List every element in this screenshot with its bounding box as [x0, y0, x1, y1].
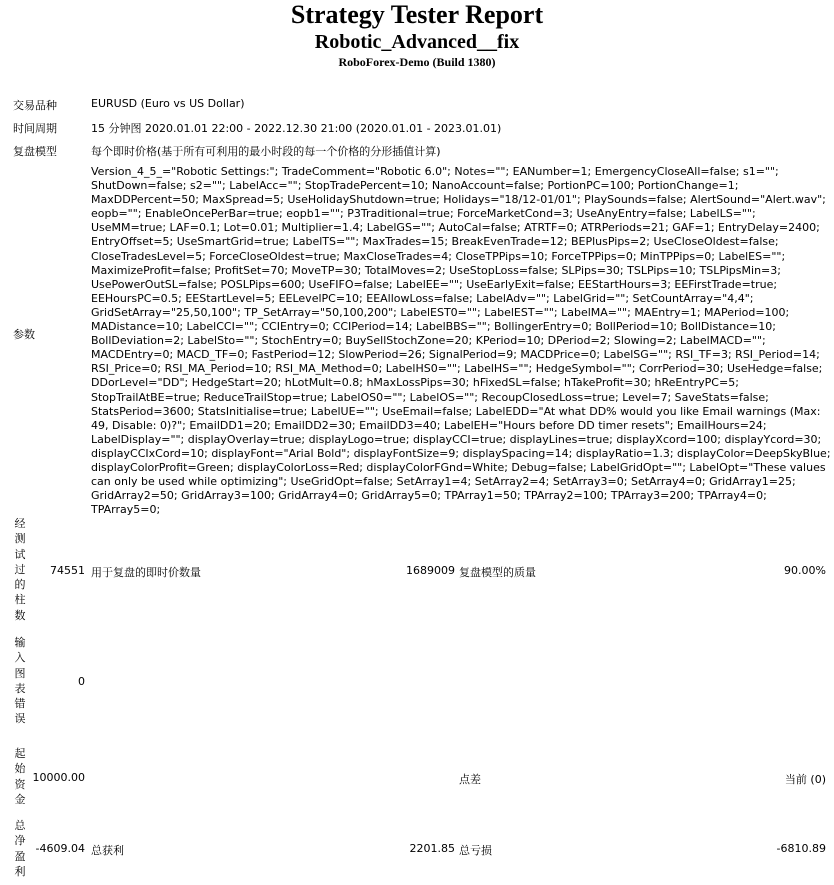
- symbol-label: 交易品种: [13, 99, 57, 112]
- params-value: Version_4_5_="Robotic Settings:"; TradeComment="Robotic 6.0"; Notes=""; EANumber=1; EmergencyCloseAll=false; s1=""; ShutDown=false; s2=""; LabelAcc=""; StopTradePercent=10; NanoAccount=false; PortionPC=100; PortionChange=1; MaxDDPercent=50; MaxSpread=5; UseHolidayShutdown=true; Holidays="18/12-01/01"; PlaySounds=false; AlertSound="Alert.wav"; eopb=""; EnableOncePerBar=true; eopb1=""; P3Traditional=true; ForceMarketCond=3; UseAnyEntry=false; LabelLS=""; UseMM=true; LAF=0.1; Lot=0.01; Multiplier=1.4; LabelGS=""; AutoCal=false; ATRTF=0; ATRPeriods=21; GAF=1; EntryDelay=2400; EntryOffset=5; UseSmartGrid=true; LabelTS=""; MaxTrades=15; BreakEvenTrade=12; BEPlusPips=2; UseCloseOldest=false; CloseTradesLevel=5; ForceCloseOldest=true; MaxCloseTrades=4; CloseTPPips=10; ForceTPPips=0; MinTPPips=0; LabelES=""; MaximizeProfit=false; ProfitSet=70; MoveTP=30; TotalMoves=2; UseStopLoss=false; SLPips=30; TSLPips=10; TSLPipsMin=3; UsePowerOutSL=false; POSLPips=600; UseFIFO=false; LabelEE=""; UseEarlyExit=false; EEStartHours=3; EEFirstTrade=true; EEHoursPC=0.5; EEStartLevel=5; EELevelPC=10; EEAllowLoss=false; LabelAdv=""; LabelGrid=""; SetCountArray="4,4"; GridSetArray="25,50,100"; TP_SetArray="50,100,200"; LabelEST0=""; LabelEST=""; LabelMA=""; MAEntry=1; MAPeriod=100; MADistance=10; LabelCCI=""; CCIEntry=0; CCIPeriod=14; LabelBBS=""; BollingerEntry=0; BollPeriod=10; BollDistance=10; BollDeviation=2; LabelSto=""; StochEntry=0; BuySellStochZone=20; KPeriod=10; DPeriod=2; Slowing=2; LabelMACD=""; MACDEntry=0; MACD_TF=0; FastPeriod=12; SlowPeriod=26; SignalPeriod=9; MACDPrice=0; LabelSG=""; RSI_TF=3; RSI_Period=14; RSI_Price=0; RSI_MA_Period=10; RSI_MA_Method=0; LabelHS0=""; LabelHS=""; HedgeSymbol=""; CorrPeriod=30; UseHedge=false; DDorLevel="DD"; HedgeStart=20; hLotMult=0.8; hMaxLossPips=30; hFixedSL=false; hTakeProfit=30; hReEntryPC=5; StopTrailAtBE=true; ReduceTrailStop=true; LabelOS0=""; LabelOS=""; RecoupClosedLoss=true; Level=7; SaveStats=false; StatsPeriod=3600; StatsInitialise=true; LabelUE=""; UseEmail=false; LabelEDD="At what DD% would you like Email warnings (Max: 49, Disable: 0)?"; EmailDD1=20; EmailDD2=30; EmailDD3=40; LabelEH="Hours before DD timer resets"; EmailHours=24; LabelDisplay=""; displayOverlay=true; displayLogo=true; displayCCI=true; displayLines=true; displayXcord=100; displayYcord=30; displayCCIxCord=10; displayFont="Arial Bold"; displayFontSize=9; displaySpacing=14; displayRatio=1.3; displayColor=DeepSkyBlue; displayColorProfit=Green; displayColorLoss=Red; displayColorFGnd=White; Debug=false; LabelGridOpt=""; LabelOpt="These values can only be used while optimizing"; UseGridOpt=false; SetArray1=4; SetArray2=4; SetArray3=0; SetArray4=0; GridArray1=25; GridArray2=50; GridArray3=100; GridArray4=0; GridArray5=0; TPArray1=50; TPArray2=100; TPArray3=200; TPArray4=0; TPArray5=0;: [91, 165, 831, 517]
- quality-label: 复盘模型的质量: [459, 566, 536, 579]
- quality-value: 90.00%: [784, 564, 826, 577]
- deposit-value: 10000.00: [32, 771, 85, 784]
- ticks-label: 用于复盘的即时价数量: [91, 566, 201, 579]
- params-label: 参数: [13, 328, 35, 341]
- broker-build: RoboForex-Demo (Build 1380): [338, 55, 496, 69]
- gross-profit-label: 总获利: [91, 844, 124, 857]
- deposit-label: 起始资金: [14, 747, 26, 806]
- bars-label: 经测试过的柱数: [14, 517, 26, 622]
- spread-label: 点差: [459, 773, 481, 786]
- gross-profit-value: 2201.85: [409, 842, 455, 855]
- errors-value: 0: [78, 675, 85, 688]
- expert-name: Robotic_Advanced__fix: [314, 31, 520, 53]
- model-label: 复盘模型: [13, 145, 57, 158]
- gross-loss-value: -6810.89: [776, 842, 826, 855]
- errors-label: 输入图表错误: [14, 636, 26, 726]
- bars-value: 74551: [50, 564, 85, 577]
- gross-loss-label: 总亏损: [459, 844, 492, 857]
- spread-value: 当前 (0): [784, 773, 826, 786]
- period-value: 15 分钟图 2020.01.01 22:00 - 2022.12.30 21:00 (2020.01.01 - 2023.01.01): [91, 122, 502, 135]
- net-profit-label: 总净盈利: [14, 819, 26, 878]
- net-profit-value: -4609.04: [35, 842, 85, 855]
- ticks-value: 1689009: [406, 564, 455, 577]
- model-value: 每个即时价格(基于所有可利用的最小时段的每一个价格的分形插值计算): [91, 145, 441, 158]
- report-title: Strategy Tester Report: [290, 0, 544, 29]
- period-label: 时间周期: [13, 122, 57, 135]
- symbol-value: EURUSD (Euro vs US Dollar): [91, 97, 245, 110]
